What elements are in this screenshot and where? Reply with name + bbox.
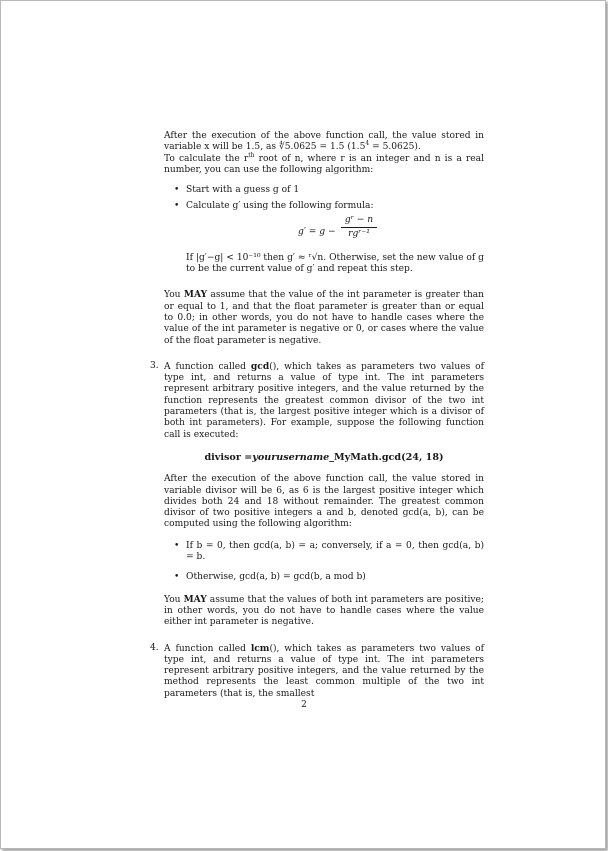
list-item: • Calculate g′ using the following formula: (164, 201, 484, 212)
gcd-algorithm-list (164, 541, 484, 584)
page-number: 2 (301, 700, 307, 710)
formula-fraction (341, 215, 377, 241)
gcd-description: A function called gcd(), which takes as parameters two values of type int, and returns a value of type int. The int parameters represent arbitrary positive integers, and the value returned by the function represents the greatest common divisor of the two int parameters (that is, the largest positive integer which is a divisor of both int parameters). For example, suppose the following function call is executed: (164, 360, 484, 440)
convergence-text: If |g′−g| < 10⁻¹⁰ then g′ ≈ ʳ√n. Otherwise, set the new value of g to be the current value of g′ and repeat this step. (186, 252, 484, 275)
item-number: 3. (150, 360, 159, 371)
list-item: • Start with a guess g of 1 (164, 185, 484, 196)
gcd-call-example: divisor =yourusername_MyMath.gcd(24, 18) (204, 451, 444, 463)
intro-paragraph: After the execution of the above function call, the value stored in variable x will be 1.5, as ∜5.0625 = 1.5 $(1.5^4 = 5.0625)$. To calculate the $r^{th}$ root of n, where r is an integer and n is a real number, you can use the following algorithm: (164, 131, 484, 175)
enum-item-4 (150, 642, 484, 700)
formula-lhs: g′ = g − (298, 226, 336, 237)
may-assume-paragraph: You MAY assume that the value of the int parameter is greater than or equal to 1, and that the float parameter is greater than or equal to 0.0; in other words, you do not have to handle cases where the value of the int parameter is negative or 0, or cases where the value of the float parameter is negative. (164, 289, 485, 346)
list-item: • If b = 0, then gcd(a, b) = a; conversely, if a = 0, then gcd(a, b) = b. (164, 541, 484, 564)
lcm-description: A function called lcm(), which takes as parameters two values of type int, and returns a value of type int. The int parameters represent arbitrary positive integers, and the value returned by the method represents the least common multiple of the two int parameters (that is, the smallest (164, 642, 484, 699)
item-number: 4. (150, 642, 159, 653)
formula-numerator: gʳ − n (341, 215, 377, 228)
gcd-after-text: After the execution of the above function call, the value stored in variable divisor will be 6, as 6 is the largest positive integer which divides both 24 and 18 without remainder. The greatest common divisor of two positive integers a and b, denoted gcd(a, b), can be computed using the following algorithm: (164, 474, 484, 530)
gcd-may-assume: You MAY assume that the values of both int parameters are positive; in other words, you do not have to handle cases where the value either int parameter is negative. (164, 593, 484, 628)
algorithm-list (164, 185, 484, 213)
document-body (150, 131, 485, 700)
formula-denominator: rgʳ⁻¹ (348, 229, 370, 240)
list-item: • Otherwise, gcd(a, b) = gcd(b, a mod b) (164, 572, 484, 583)
newton-formula (164, 215, 484, 249)
enum-item-3 (150, 360, 484, 629)
